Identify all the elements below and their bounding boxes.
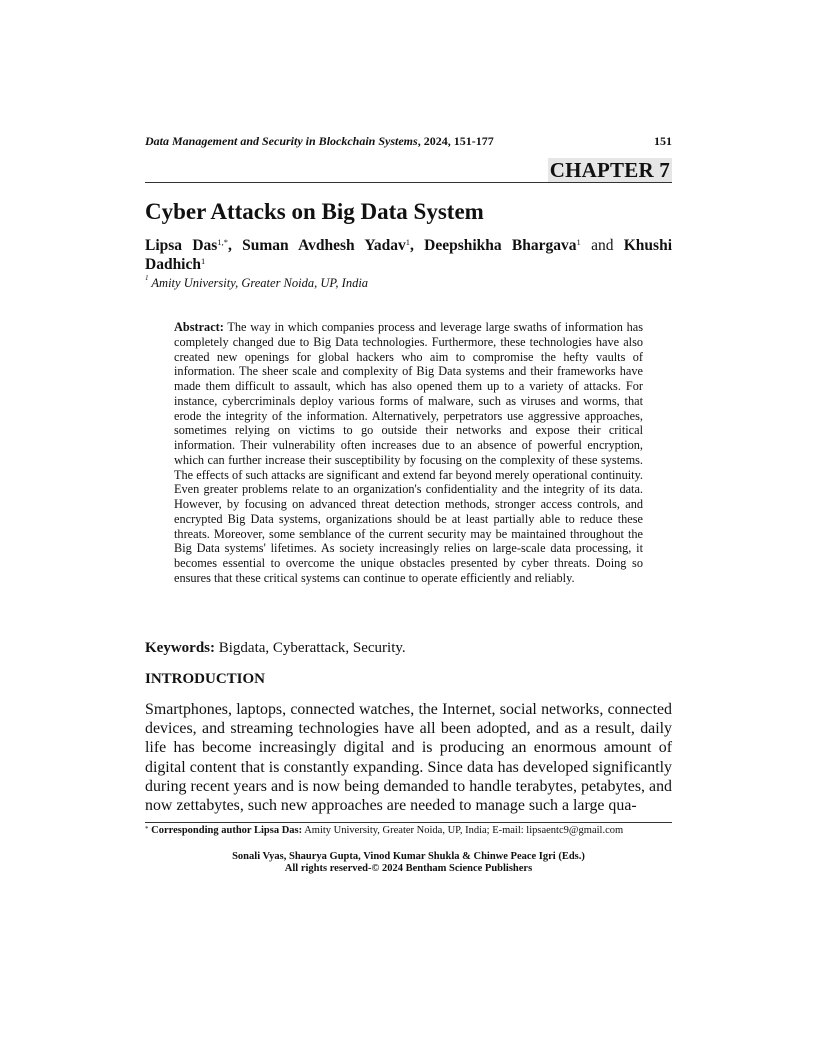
- footnote: [145, 825, 623, 836]
- author-affiliation-marker: 1: [576, 237, 581, 247]
- chapter-label: CHAPTER 7: [549, 158, 670, 182]
- keywords-label: Keywords:: [145, 640, 215, 656]
- author-name: Suman Avdhesh Yadav: [242, 237, 406, 254]
- introduction-paragraph: Smartphones, laptops, connected watches, the Internet, social networks, connected devices, and streaming technologies have all been adopted, and as a result, daily life has become increasingly digital and is producing an enormous amount of digital content that is constantly expanding. Since data has developed significantly during recent years and is now being demanded to handle terabytes, petabytes, and now zettabytes, such new approaches are needed to manage such a large qua-: [145, 701, 672, 815]
- abstract: [174, 320, 643, 586]
- author-list: [145, 236, 672, 274]
- section-heading: INTRODUCTION: [145, 671, 266, 687]
- copyright-line: All rights reserved-© 2024 Bentham Science Publishers: [284, 863, 533, 874]
- author-affiliation-marker: 1: [201, 256, 206, 266]
- author-separator: ,: [409, 237, 425, 254]
- editors-block: [145, 851, 672, 875]
- running-header: [145, 134, 672, 149]
- affiliation-text: Amity University, Greater Noida, UP, India: [151, 276, 369, 290]
- keywords: [145, 640, 406, 657]
- article-title: Cyber Attacks on Big Data System: [145, 199, 484, 224]
- abstract-text: The way in which companies process and leverage large swaths of information has completely changed due to Big Data technologies. Furthermore, these technologies have also created new openings for global hackers who aim to compromise the hefty vaults of information. The sheer scale and complexity of Big Data systems and their frameworks have made them difficult to assault, which has also opened them up to a variety of attacks. For instance, cybercriminals deploy various forms of malware, such as viruses and worms, that erode the integrity of the information. Alternatively, perpetrators use aggressive approaches, sometimes relying on victims to go outside their networks and expose their critical information. Their vulnerability often increases due to an absence of powerful encryption, which can further increase their susceptibility by focusing on the complexity of these systems. The effects of such attacks are significant and extend far beyond merely operational continuity. Even greater problems relate to an organization's confidentiality and the integrity of its data. However, by focusing on advanced threat detection methods, stronger access controls, and encrypted Big Data systems, organizations should be at least partially able to reduce these threats. Moreover, some semblance of the current security may be maintained throughout the Big Data systems' lifetimes. As society increasingly relies on large-scale data processing, it becomes essential to overcome the unique obstacles presented by cyber threats. Doing so ensures that these critical systems can continue to operate efficiently and reliably.: [174, 320, 643, 585]
- footnote-divider: [145, 822, 672, 823]
- keywords-text: Bigdata, Cyberattack, Security.: [218, 640, 406, 656]
- author-name: Lipsa Das: [145, 237, 218, 254]
- abstract-label: Abstract:: [174, 320, 224, 334]
- affiliation-marker: 1: [145, 274, 149, 282]
- author-separator: and: [580, 237, 624, 254]
- citation-range: , 2024, 151-177: [417, 134, 494, 148]
- author-separator: ,: [227, 237, 243, 254]
- author-name: Deepshikha Bhargava: [424, 237, 577, 254]
- journal-title: Data Management and Security in Blockchain Systems: [145, 134, 418, 148]
- footnote-label: Corresponding author Lipsa Das:: [151, 825, 303, 836]
- author-name: Khushi Dadhich: [145, 237, 673, 273]
- affiliation: [145, 276, 368, 291]
- editors-line: Sonali Vyas, Shaurya Gupta, Vinod Kumar Shukla & Chinwe Peace Igri (Eds.): [232, 851, 585, 862]
- author-affiliation-marker: 1,*: [217, 237, 228, 247]
- author-affiliation-marker: 1: [405, 237, 410, 247]
- footnote-marker: *: [145, 825, 149, 833]
- footnote-text: Amity University, Greater Noida, UP, India; E-mail: lipsaentc9@gmail.com: [304, 825, 624, 836]
- chapter-divider: [145, 182, 672, 183]
- page-number: 151: [654, 134, 672, 148]
